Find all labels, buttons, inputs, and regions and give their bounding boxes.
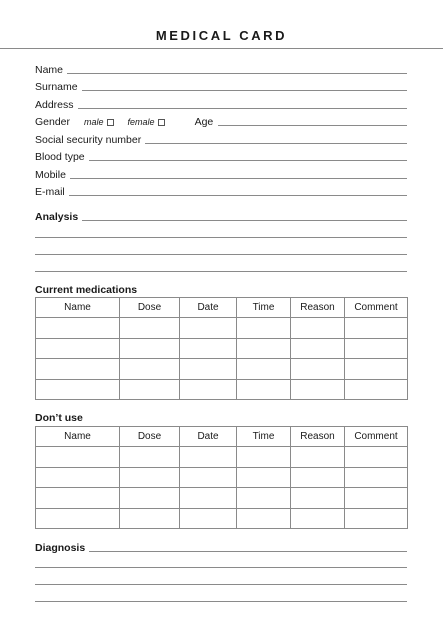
table-cell[interactable] <box>180 359 237 380</box>
table-cell[interactable] <box>237 508 291 529</box>
diagnosis-section <box>35 540 407 554</box>
female-label: female <box>127 117 155 127</box>
table-cell[interactable] <box>120 318 180 339</box>
table-cell[interactable] <box>291 447 345 468</box>
table-cell[interactable] <box>237 379 291 400</box>
age-line[interactable] <box>218 125 407 126</box>
analysis-line[interactable] <box>82 220 407 221</box>
analysis-line[interactable] <box>35 271 407 272</box>
analysis-heading: Analysis <box>35 211 79 223</box>
table-cell[interactable] <box>291 379 345 400</box>
table-cell[interactable] <box>237 359 291 380</box>
table-cell[interactable] <box>36 379 120 400</box>
column-header: Name <box>36 298 120 318</box>
table-cell[interactable] <box>36 467 120 488</box>
address-field[interactable] <box>35 97 407 111</box>
table-row <box>36 338 408 359</box>
table-cell[interactable] <box>180 379 237 400</box>
diagnosis-line[interactable] <box>89 551 407 552</box>
name-label: Name <box>35 64 64 76</box>
table-cell[interactable] <box>36 338 120 359</box>
table-row <box>36 467 408 488</box>
table-cell[interactable] <box>291 467 345 488</box>
column-header: Date <box>180 298 237 318</box>
analysis-section <box>35 209 407 223</box>
male-option[interactable] <box>84 116 114 128</box>
table-cell[interactable] <box>345 379 408 400</box>
blood-type-field[interactable] <box>35 149 407 163</box>
ssn-label: Social security number <box>35 134 142 146</box>
female-option[interactable] <box>128 116 165 128</box>
table-cell[interactable] <box>180 467 237 488</box>
blood-type-label: Blood type <box>35 151 85 163</box>
mobile-label: Mobile <box>35 169 66 181</box>
table-cell[interactable] <box>36 508 120 529</box>
table-cell[interactable] <box>291 359 345 380</box>
table-cell[interactable] <box>237 318 291 339</box>
table-row <box>36 359 408 380</box>
surname-field[interactable] <box>35 79 407 93</box>
table-cell[interactable] <box>180 318 237 339</box>
female-checkbox[interactable] <box>158 119 165 126</box>
table-cell[interactable] <box>291 318 345 339</box>
table-cell[interactable] <box>120 447 180 468</box>
email-field[interactable] <box>35 184 407 198</box>
table-cell[interactable] <box>345 447 408 468</box>
male-label: male <box>84 117 104 127</box>
column-header: Date <box>180 427 237 447</box>
current-medications-heading: Current medications <box>35 284 138 296</box>
table-cell[interactable] <box>291 338 345 359</box>
page-title: MEDICAL CARD <box>155 28 288 43</box>
table-cell[interactable] <box>237 488 291 509</box>
column-header: Dose <box>120 427 180 447</box>
column-header: Name <box>36 427 120 447</box>
surname-label: Surname <box>35 81 78 93</box>
age-label: Age <box>194 116 214 128</box>
dont-use-table <box>35 426 408 529</box>
table-cell[interactable] <box>237 447 291 468</box>
column-header: Dose <box>120 298 180 318</box>
column-header: Comment <box>345 427 408 447</box>
name-line[interactable] <box>67 73 407 74</box>
table-cell[interactable] <box>180 488 237 509</box>
blood-type-line[interactable] <box>89 160 407 161</box>
table-cell[interactable] <box>237 467 291 488</box>
table-cell[interactable] <box>36 318 120 339</box>
mobile-line[interactable] <box>70 178 407 179</box>
table-cell[interactable] <box>36 359 120 380</box>
address-line[interactable] <box>78 108 407 109</box>
table-cell[interactable] <box>120 508 180 529</box>
table-cell[interactable] <box>120 338 180 359</box>
table-cell[interactable] <box>36 488 120 509</box>
diagnosis-heading: Diagnosis <box>35 542 86 554</box>
dont-use-heading: Don’t use <box>35 412 83 424</box>
name-field[interactable] <box>35 62 407 76</box>
table-cell[interactable] <box>180 447 237 468</box>
email-label: E-mail <box>35 186 65 198</box>
title-divider <box>0 48 443 49</box>
table-cell[interactable] <box>345 318 408 339</box>
table-cell[interactable] <box>345 338 408 359</box>
diagnosis-line[interactable] <box>35 584 407 585</box>
ssn-field[interactable] <box>35 132 407 146</box>
diagnosis-line[interactable] <box>35 601 407 602</box>
table-cell[interactable] <box>180 508 237 529</box>
address-label: Address <box>35 99 74 111</box>
table-row <box>36 379 408 400</box>
ssn-line[interactable] <box>145 143 407 144</box>
table-cell[interactable] <box>120 359 180 380</box>
table-cell[interactable] <box>345 359 408 380</box>
current-medications-table <box>35 297 408 400</box>
table-row <box>36 508 408 529</box>
table-cell[interactable] <box>120 488 180 509</box>
gender-label: Gender <box>35 116 71 128</box>
table-cell[interactable] <box>345 508 408 529</box>
table-header-row <box>36 298 408 318</box>
mobile-field[interactable] <box>35 167 407 181</box>
analysis-line[interactable] <box>35 237 407 238</box>
table-row <box>36 318 408 339</box>
table-cell[interactable] <box>120 379 180 400</box>
gender-age-row <box>35 114 407 128</box>
table-header-row <box>36 427 408 447</box>
table-row <box>36 447 408 468</box>
table-cell[interactable] <box>291 488 345 509</box>
column-header: Reason <box>291 298 345 318</box>
table-row <box>36 488 408 509</box>
table-cell[interactable] <box>120 467 180 488</box>
table-cell[interactable] <box>291 508 345 529</box>
table-cell[interactable] <box>345 488 408 509</box>
email-line[interactable] <box>69 195 407 196</box>
table-cell[interactable] <box>36 447 120 468</box>
surname-line[interactable] <box>82 90 407 91</box>
table-cell[interactable] <box>237 338 291 359</box>
table-cell[interactable] <box>345 467 408 488</box>
column-header: Comment <box>345 298 408 318</box>
analysis-line[interactable] <box>35 254 407 255</box>
male-checkbox[interactable] <box>107 119 114 126</box>
table-cell[interactable] <box>180 338 237 359</box>
column-header: Time <box>237 427 291 447</box>
column-header: Reason <box>291 427 345 447</box>
column-header: Time <box>237 298 291 318</box>
diagnosis-line[interactable] <box>35 567 407 568</box>
